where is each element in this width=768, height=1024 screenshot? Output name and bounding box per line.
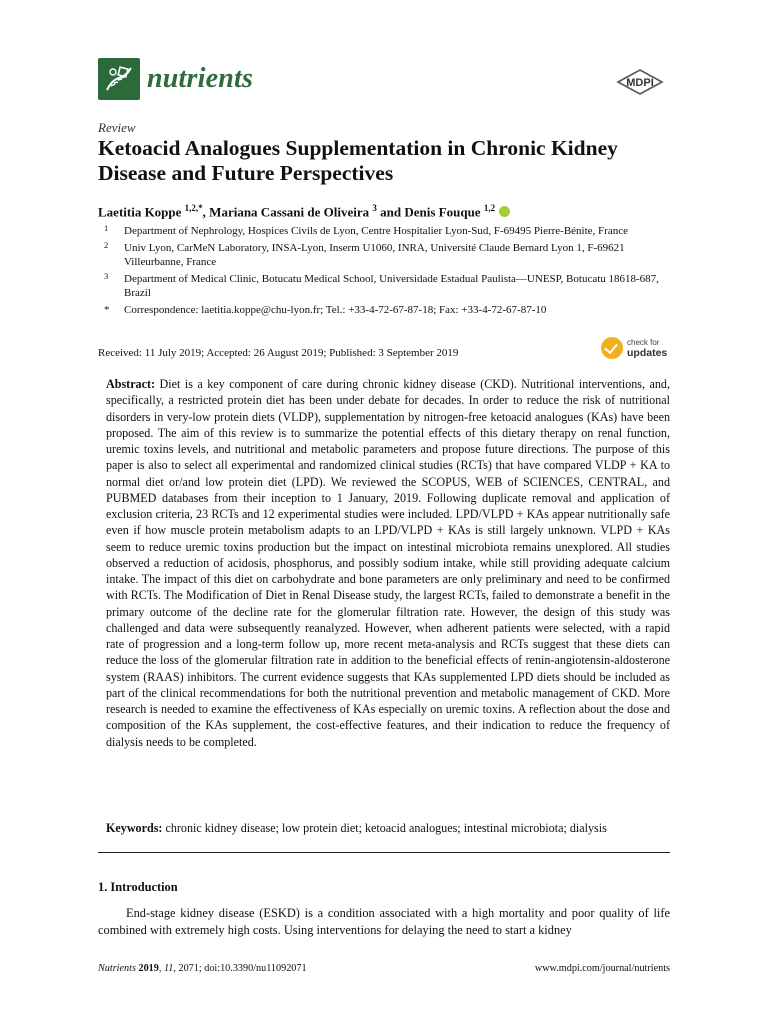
section-heading: 1. Introduction [98, 880, 178, 894]
affiliation-text: Univ Lyon, CarMeN Laboratory, INSA-Lyon, Inserm U1060, INRA, Université Claude Bernard Lyon 1, F-69621 Villeurbanne, France [124, 242, 625, 268]
section-divider [98, 852, 670, 853]
footer-volume: 11 [163, 963, 174, 974]
author-affiliation-marks: 1,2,* [184, 203, 203, 213]
author-affiliation-marks: 1,2 [483, 203, 496, 213]
footer-year: 2019 [135, 963, 159, 974]
check-updates-line1: check for [627, 338, 660, 347]
correspondence [98, 303, 678, 317]
abstract-text: Diet is a key component of care during chronic kidney disease (CKD). Nutritional interventions, and, specifically, a restricted protein diet has been under debate for decades. In order to reduce the risk of nutritional disorders in very-low protein diets (VLDP), supplementation by nitrogen-free ketoacid analogues (KAs) have been proposed. The aim of this review is to summarize the potential effects of this dietary therapy on renal function, uremic toxins levels, and nutritional and metabolic parameters and propose future directions. The purpose of this paper is also to select all experimental and randomized clinical studies (RCTs) that have compared VLDP + KA to normal diet or/and low protein diet (LPD). We reviewed the SCOPUS, WEB of SCIENCES, CENTRAL, and PUBMED databases from their inception to 1 January, 2019. Following duplicate removal and application of exclusion criteria, 23 RCTs and 12 experimental studies were included. LPD/VLPD + KAs appear nutritionally safe even if how muscle protein metabolism adapts to an LPD/VLPD + KAs is still largely unknown. VLPD + KAs seem to reduce uremic toxins production but the impact on intestinal microbiota remains unexplored. All studies observed a reduction of acidosis, phosphorus, and possibly sodium intake, while still providing adequate calcium intake. The impact of this diet on carbohydrate and bone parameters are only preliminary and need to be confirmed with RCTs. The Modification of Diet in Renal Disease study, the largest RCTs, failed to demonstrate a benefit in the primary outcome of the decline rate for the glomerular filtration rate. However, the design of this study was challenged and data were subsequently reanalyzed. However, when adherent patients were selected, with a rapid rate of progression and a long-term follow up, more recent meta-analysis and RCTs suggest that these diets can reduce the loss of the glomerular filtration rate in addition to the beneficial effects of renin-angiotensin-aldosterone system (RAAS) inhibitors. The current evidence suggests that KAs supplemented LPD diets should be included as part of the clinical recommendations for both the nutritional prevention and metabolic management of CKD. More research is needed to examine the effectiveness of KAs especially on uremic toxins. A reflection about the dose and composition of the KAs supplement, the cost-effective features, and their indication to reduce the frequency of dialysis needs to be completed. [106, 377, 671, 749]
intro-paragraph: End-stage kidney disease (ESKD) is a condition associated with a high mortality and poor quality of life combined with extremely high costs. Using interventions for delaying the need to start a kidney [98, 906, 670, 937]
affiliation-item [98, 272, 678, 300]
correspondence-mark: * [104, 304, 110, 316]
check-updates-icon [601, 337, 623, 359]
publication-dates: Received: 11 July 2019; Accepted: 26 August 2019; Published: 3 September 2019 [98, 347, 459, 359]
affiliations [98, 224, 678, 320]
keywords-text: chronic kidney disease; low protein diet; ketoacid analogues; intestinal microbiota; dialysis [165, 821, 607, 835]
article-title: Ketoacid Analogues Supplementation in Chronic Kidney Disease and Future Perspectives [98, 136, 618, 185]
footer-url[interactable]: www.mdpi.com/journal/nutrients [534, 963, 670, 974]
author-affiliation-marks: 3 [372, 203, 377, 213]
affiliation-text: Department of Nephrology, Hospices Civils de Lyon, Centre Hospitalier Lyon-Sud, F-69495 Pierre-Bénite, France [124, 225, 628, 237]
journal-logo[interactable] [98, 58, 253, 100]
author-separator: and [376, 204, 405, 220]
footer-journal: Nutrients [98, 963, 136, 974]
abstract-label: Abstract: [106, 377, 156, 391]
mdpi-logo-icon[interactable] [612, 68, 668, 96]
footer-doi: , 2071; doi:10.3390/nu11092071 [173, 963, 307, 974]
check-for-updates-button[interactable] [601, 337, 667, 359]
affiliation-item [98, 224, 678, 238]
nutrients-logo-icon [98, 58, 140, 100]
check-updates-label [627, 338, 667, 358]
author-list [98, 203, 510, 220]
author-name[interactable]: Mariana Cassani de Oliveira [209, 204, 370, 220]
publisher-name: MDPI [626, 77, 654, 89]
correspondence-text[interactable]: Correspondence: laetitia.koppe@chu-lyon.fr; Tel.: +33-4-72-67-87-18; Fax: +33-4-72-67-87-10 [124, 304, 547, 316]
journal-name: nutrients [147, 63, 254, 94]
footer-separator: , [158, 963, 164, 974]
affiliation-number: 2 [104, 240, 109, 250]
keywords [106, 820, 670, 836]
abstract [106, 376, 670, 750]
article-type: Review [98, 120, 136, 135]
author-name[interactable]: Denis Fouque [404, 204, 481, 220]
author-name[interactable]: Laetitia Koppe [98, 204, 182, 220]
keywords-label: Keywords: [106, 821, 163, 835]
footer-citation [98, 963, 307, 974]
affiliation-text: Department of Medical Clinic, Botucatu Medical School, Universidade Estadual Paulista—UNESP, Botucatu 18618-687, Brazil [124, 273, 659, 299]
orcid-icon[interactable] [499, 206, 510, 217]
author-separator: , [202, 204, 210, 220]
affiliation-number: 3 [104, 271, 109, 281]
affiliation-number: 1 [104, 223, 109, 233]
affiliation-item [98, 241, 678, 269]
check-updates-line2: updates [627, 347, 668, 359]
